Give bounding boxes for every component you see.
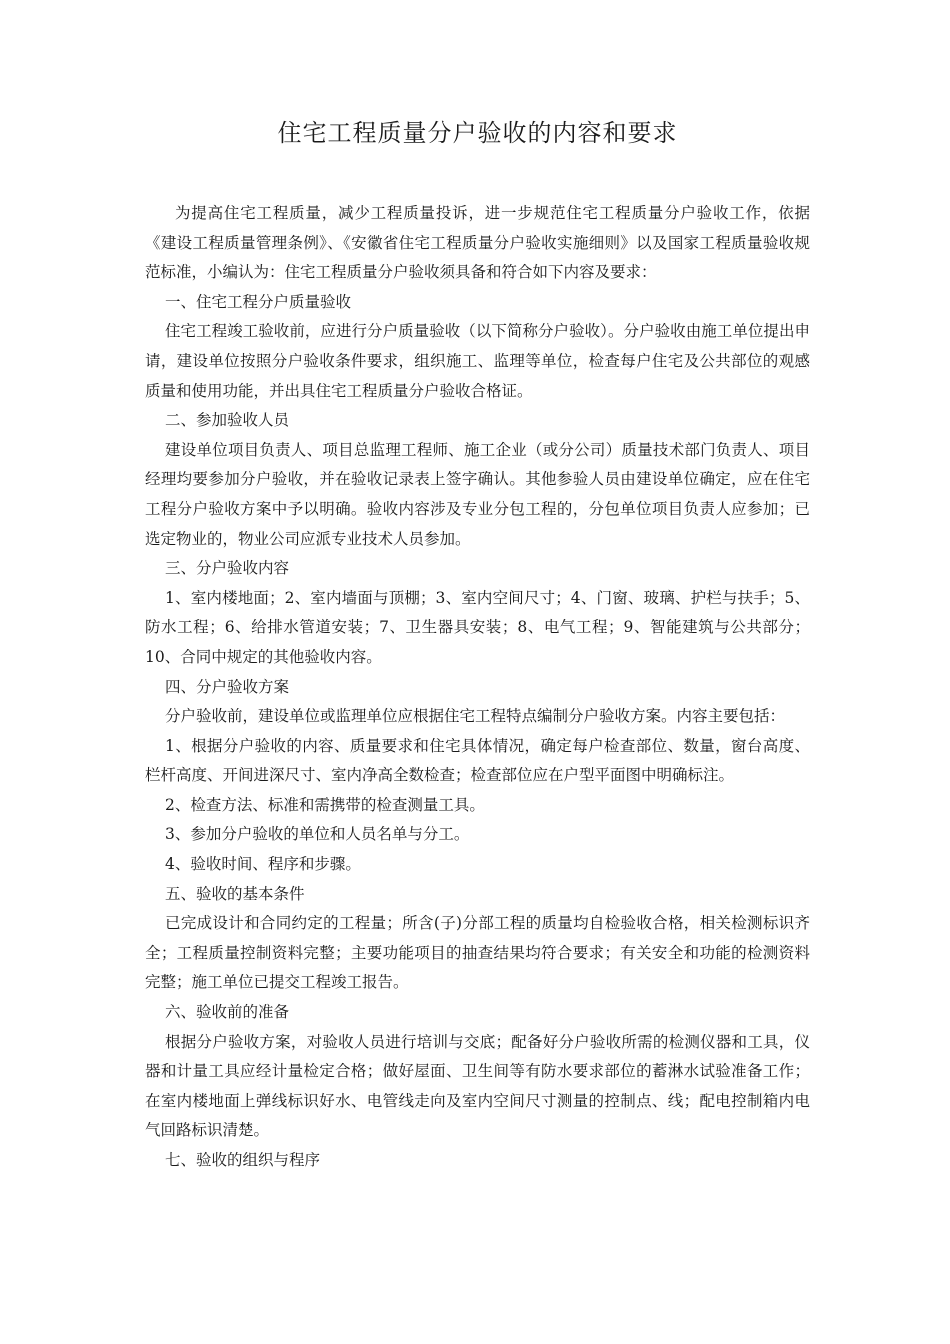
section-6-paragraph: 根据分户验收方案，对验收人员进行培训与交底；配备好分户验收所需的检测仪器和工具，仪器和计量工具应经计量检定合格；做好屋面、卫生间等有防水要求部位的蓄淋水试验准备工作；在室内楼地面上弹线标识好水、电管线走向及室内空间尺寸测量的控制点、线；配电控制箱内电气回路标识清楚。: [145, 1032, 810, 1140]
section-heading-7: 七、验收的组织与程序: [165, 1151, 321, 1169]
section-4-item-2: 2、检查方法、标准和需携带的检查测量工具。: [165, 795, 485, 814]
section-4-item-1: 1、根据分户验收的内容、质量要求和住宅具体情况，确定每户检查部位、数量，窗台高度、栏杆高度、开间进深尺寸、室内净高全数检查；检查部位应在户型平面图中明确标注。: [145, 736, 810, 785]
document-title: 住宅工程质量分户验收的内容和要求: [277, 119, 678, 147]
section-4-paragraph: 分户验收前，建设单位或监理单位应根据住宅工程特点编制分户验收方案。内容主要包括：: [165, 707, 786, 726]
section-heading-2: 二、参加验收人员: [165, 411, 290, 430]
section-2-paragraph: 建设单位项目负责人、项目总监理工程师、施工企业（或分公司）质量技术部门负责人、项目经理均要参加分户验收，并在验收记录表上签字确认。其他参验人员由建设单位确定，应在住宅工程分户验收方案中予以明确。验收内容涉及专业分包工程的，分包单位项目负责人应参加；已选定物业的，物业公司应派专业技术人员参加。: [145, 440, 810, 548]
section-heading-3: 三、分户验收内容: [165, 559, 290, 578]
section-3-paragraph: 1、室内楼地面；2、室内墙面与顶棚；3、室内空间尺寸；4、门窗、玻璃、护栏与扶手；5、防水工程；6、给排水管道安装；7、卫生器具安装；8、电气工程；9、智能建筑与公共部分；10、合同中规定的其他验收内容。: [145, 588, 810, 666]
section-heading-5: 五、验收的基本条件: [165, 884, 305, 903]
section-heading-4: 四、分户验收方案: [165, 677, 290, 696]
section-5-paragraph: 已完成设计和合同约定的工程量；所含(子)分部工程的质量均自检验收合格，相关检测标识齐全；工程质量控制资料完整；主要功能项目的抽查结果均符合要求；有关安全和功能的检测资料完整；施工单位已提交工程竣工报告。: [145, 914, 810, 992]
section-heading-6: 六、验收前的准备: [165, 1003, 290, 1022]
intro-paragraph: 为提高住宅工程质量，减少工程质量投诉，进一步规范住宅工程质量分户验收工作，依据《建设工程质量管理条例》、《安徽省住宅工程质量分户验收实施细则》以及国家工程质量验收规范标准，小编认为：住宅工程质量分户验收须具备和符合如下内容及要求：: [145, 204, 810, 282]
section-1-paragraph: 住宅工程竣工验收前，应进行分户质量验收（以下简称分户验收）。分户验收由施工单位提出申请，建设单位按照分户验收条件要求，组织施工、监理等单位，检查每户住宅及公共部位的观感质量和使用功能，并出具住宅工程质量分户验收合格证。: [145, 322, 810, 400]
document-body: [145, 199, 810, 1176]
section-4-item-4: 4、验收时间、程序和步骤。: [165, 855, 361, 874]
section-4-item-3: 3、参加分户验收的单位和人员名单与分工。: [165, 825, 470, 844]
section-heading-1: 一、住宅工程分户质量验收: [165, 292, 352, 311]
